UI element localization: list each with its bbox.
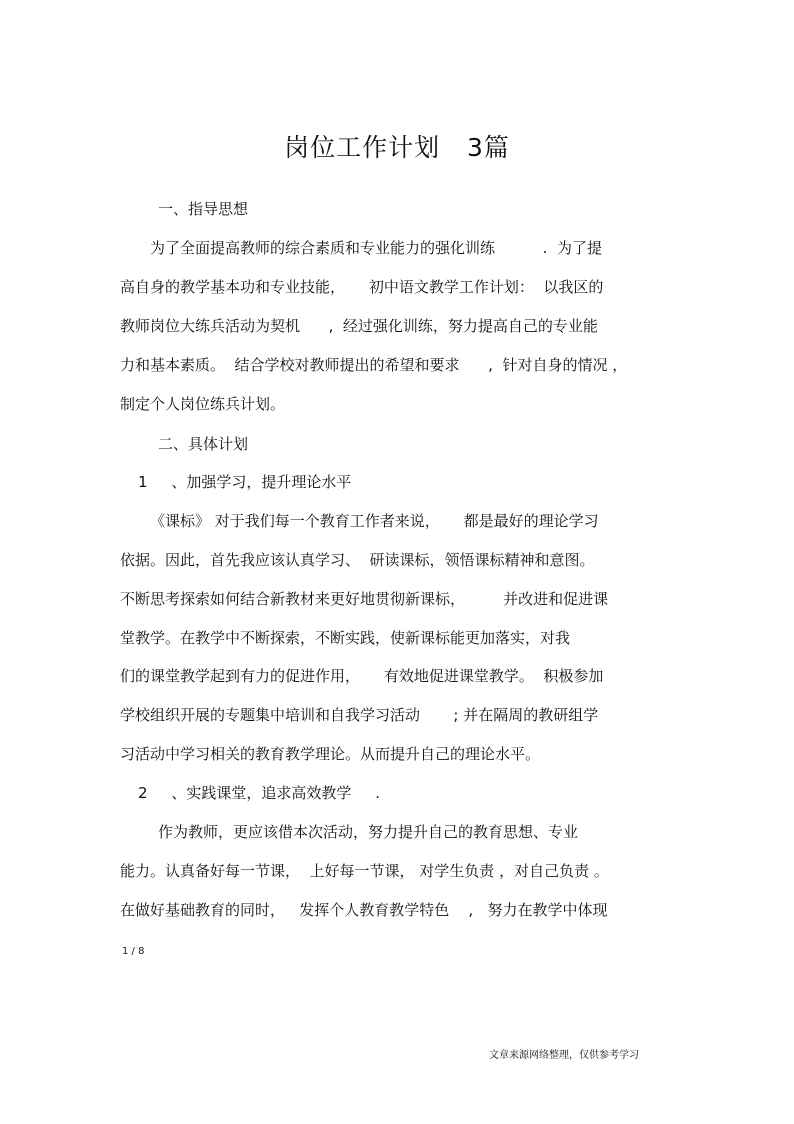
paragraph-line: 能力。认真备好每一节课， 上好每一节课， 对学生负责 ，对自己负责 。 [120,862,609,880]
paragraph-line: 不断思考探索如何结合新教材来更好地贯彻新课标， 并改进和促进课 [120,590,609,608]
paragraph-line: 习活动中学习相关的教育教学理论。从而提升自己的理论水平。 [120,745,541,763]
subsection-heading-practice: 2 、实践课堂，追求高效教学 . [138,784,380,802]
paragraph-line: 依据。因此，首先我应该认真学习、 研读课标，领悟课标精神和意图。 [120,551,595,569]
paragraph-line: 们的课堂教学起到有力的促进作用， 有效地促进课堂教学。 积极参加 [120,667,604,685]
page-number: 1 / 8 [122,946,145,957]
paragraph-line: 在做好基础教育的同时， 发挥个人教育教学特色 , 努力在教学中体现 [120,901,608,919]
paragraph-line: 教师岗位大练兵活动为契机 , 经过强化训练，努力提高自己的专业能 [120,317,598,335]
paragraph-line: 学校组织开展的专题集中培训和自我学习活动 ; 并在隔周的教研组学 [120,706,599,724]
source-note: 文章来源网络整理，仅供参考学习 [489,1050,639,1061]
document-title: 岗位工作计划 3篇 [284,133,510,162]
paragraph-line: 为了全面提高教师的综合素质和专业能力的强化训练 . 为了提 [150,239,602,257]
paragraph-line: 力和基本素质。 结合学校对教师提出的希望和要求 , 针对自身的情况 ， [120,356,628,374]
paragraph-line: 高自身的教学基本功和专业技能， 初中语文教学工作计划： 以我区的 [120,278,604,296]
section-heading-specific-plan: 二、具体计划 [158,435,249,453]
paragraph-line: 堂教学。在教学中不断探索，不断实践，使新课标能更加落实，对我 [120,629,571,647]
section-heading-guiding-thought: 一、指导思想 [158,200,249,218]
paragraph-line: 《课标》 对于我们每一个教育工作者来说， 都是最好的理论学习 [150,512,599,530]
paragraph-line: 作为教师，更应该借本次活动，努力提升自己的教育思想、专业 [158,823,579,841]
subsection-heading-study: 1 、加强学习，提升理论水平 [138,473,352,491]
paragraph-line: 制定个人岗位练兵计划。 [120,395,286,413]
